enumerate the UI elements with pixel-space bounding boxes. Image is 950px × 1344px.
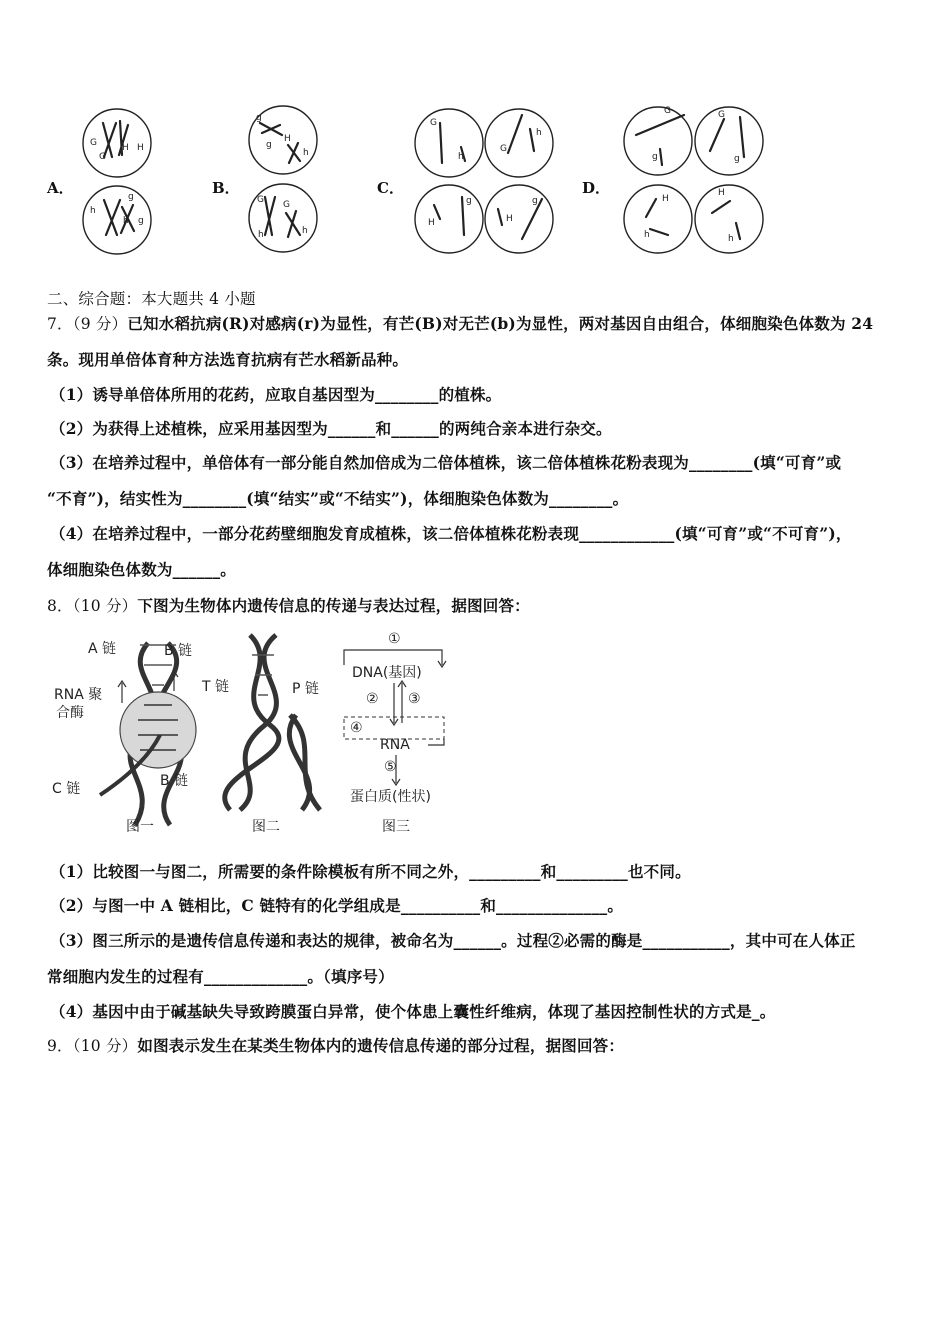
option-d-cells: [624, 106, 763, 253]
q7-sub-1: （1）诱导单倍体所用的花药，应取自基因型为________的植株。: [50, 385, 502, 404]
figure-three-central-dogma: [344, 631, 446, 835]
svg-text:h: h: [644, 230, 650, 240]
label-step-4: ④: [350, 720, 363, 736]
svg-text:G: G: [500, 144, 507, 154]
label-protein: 蛋白质(性状): [350, 789, 431, 805]
label-figure-two: 图二: [252, 819, 280, 835]
svg-text:H: H: [662, 194, 669, 204]
svg-text:h: h: [123, 216, 129, 226]
q7-score: （9 分）: [72, 315, 128, 333]
q7-sub-4-line-2: 体细胞染色体数为______。: [47, 560, 237, 579]
option-c-label: C．: [377, 179, 404, 197]
svg-text:g: g: [652, 152, 658, 162]
svg-text:H: H: [506, 214, 513, 224]
label-chain-b-top: B 链: [164, 643, 193, 659]
svg-text:h: h: [90, 206, 96, 216]
svg-text:G: G: [718, 110, 725, 120]
label-rna: RNA: [380, 737, 410, 753]
label-chain-t: T 链: [202, 679, 230, 695]
svg-text:h: h: [302, 226, 308, 236]
label-figure-one: 图一: [126, 819, 154, 835]
svg-text:H: H: [122, 143, 129, 153]
option-a-cells: [83, 109, 151, 254]
label-rna-pol-2: 合酶: [56, 705, 84, 721]
q8-sub-4: （4）基因中由于碱基缺失导致跨膜蛋白异常，使个体患上囊性纤维病，体现了基因控制性状的方式是_。: [50, 1002, 776, 1021]
label-step-5: ⑤: [384, 759, 397, 775]
svg-text:g: g: [466, 196, 472, 206]
svg-text:h: h: [728, 234, 734, 244]
svg-text:G: G: [283, 200, 290, 210]
figure-one-transcription: [52, 641, 196, 835]
svg-text:G: G: [664, 106, 671, 116]
svg-text:h: h: [303, 148, 309, 158]
label-rna-pol-1: RNA 聚: [54, 687, 103, 703]
label-step-1: ①: [388, 631, 401, 647]
cell-division-options-figure: [0, 95, 950, 265]
q8-sub-2: （2）与图一中 A 链相比，C 链特有的化学组成是__________和______________。: [50, 896, 624, 915]
figure-two-replication: [201, 635, 320, 835]
label-chain-p: P 链: [292, 681, 319, 697]
q8-stem: [47, 594, 530, 616]
option-c-cells: [415, 109, 553, 253]
svg-text:g: g: [256, 113, 262, 123]
q9-stem: [47, 1034, 624, 1056]
q9-score: （10 分）: [72, 1037, 138, 1055]
label-dna: DNA(基因): [352, 665, 422, 681]
svg-text:H: H: [718, 188, 725, 198]
q8-sub-3-line-1: （3）图三所示的是遗传信息传递和表达的规律，被命名为______。过程②必需的酶是___________，其中可在人体正: [50, 931, 856, 950]
label-step-2: ②: [366, 691, 379, 707]
label-figure-three: 图三: [382, 819, 410, 835]
svg-text:G: G: [90, 138, 97, 148]
q8-number: 8．: [47, 597, 73, 615]
option-a-label: A．: [47, 179, 74, 197]
q7-sub-3-line-1: （3）在培养过程中，单倍体有一部分能自然加倍成为二倍体植株，该二倍体植株花粉表现为________(填“可育”或: [50, 453, 842, 472]
svg-text:G: G: [257, 195, 264, 205]
q7-number: 7．: [47, 315, 73, 333]
svg-text:H: H: [137, 143, 144, 153]
q9-stem-text: 如图表示发生在某类生物体内的遗传信息传递的部分过程，据图回答：: [137, 1036, 625, 1055]
label-step-3: ③: [408, 691, 421, 707]
q9-number: 9．: [47, 1037, 73, 1055]
q8-score: （10 分）: [72, 597, 138, 615]
q7-sub-3-line-2: “不育”)，结实性为________(填“结实”或“不结实”)，体细胞染色体数为________。: [47, 489, 629, 508]
q8-sub-3-line-2: 常细胞内发生的过程有_____________。（填序号）: [47, 967, 394, 986]
label-chain-c: C 链: [52, 781, 81, 797]
section-title: 二、综合题：本大题共 4 小题: [47, 290, 256, 308]
q7-stem-text-1: 已知水稻抗病(R)对感病(r)为显性，有芒(B)对无芒(b)为显性，两对基因自由组合，体细胞染色体数为 24: [127, 314, 874, 333]
svg-text:H: H: [428, 218, 435, 228]
rna-polymerase-shape: [120, 692, 196, 768]
q8-sub-1: （1）比较图一与图二，所需要的条件除模板有所不同之外，_________和_________也不同。: [50, 862, 691, 881]
svg-text:G: G: [430, 118, 437, 128]
option-d-label: D．: [582, 179, 611, 197]
label-chain-b-bottom: B 链: [160, 773, 189, 789]
svg-text:h: h: [536, 128, 542, 138]
dna-transcription-figure: [40, 625, 470, 840]
svg-text:g: g: [266, 140, 272, 150]
option-b-cells: [249, 106, 317, 252]
svg-text:g: g: [128, 192, 134, 202]
svg-text:g: g: [734, 154, 740, 164]
q8-stem-text: 下图为生物体内遗传信息的传递与表达过程，据图回答：: [137, 596, 530, 615]
svg-text:h: h: [458, 152, 464, 162]
svg-text:h: h: [258, 230, 264, 240]
label-chain-a: A 链: [88, 641, 117, 657]
svg-text:H: H: [284, 134, 291, 144]
svg-text:G: G: [99, 152, 106, 162]
option-b-label: B．: [212, 179, 240, 197]
svg-text:g: g: [532, 196, 538, 206]
svg-text:g: g: [138, 216, 144, 226]
q7-stem-line-1: [47, 312, 873, 334]
q7-sub-4-line-1: （4）在培养过程中，一部分花药壁细胞发育成植株，该二倍体植株花粉表现____________(填“可育”或“不可育”)，: [50, 524, 852, 543]
q7-sub-2: （2）为获得上述植株，应采用基因型为______和______的两纯合亲本进行杂交。: [50, 419, 612, 438]
q7-stem-line-2: 条。现用单倍体育种方法选育抗病有芒水稻新品种。: [47, 350, 409, 369]
